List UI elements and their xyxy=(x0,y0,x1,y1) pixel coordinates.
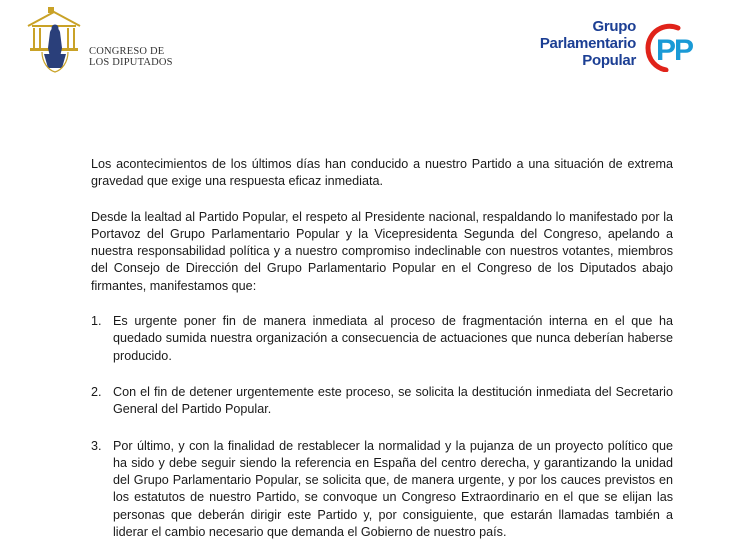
list-item-text: Por último, y con la finalidad de restablecer la normalidad y la pujanza de un proyecto político que ha sido y debe seguir siendo la referencia en España del centro derecha, y garantizando la unidad del Grupo Parlamentario Popular, se solicita que, de manera urgente, y por los cauces previstos en los estatutos de nuestro Partido, se convoque un Congreso Extraordinario en el que se elijan las personas que deberán dirigir este Partido y, por consiguiente, que estarán llamadas también a liderar el cambio necesario que demanda el Gobierno de nuestro país. xyxy=(113,438,673,540)
list-item-number: 3. xyxy=(91,438,102,453)
paragraph-intro: Los acontecimientos de los últimos días han conducido a nuestro Partido a una situación de extrema gravedad que exige una respuesta eficaz inmediata. xyxy=(91,157,673,189)
gpp-logo-text xyxy=(506,18,636,69)
letter-body xyxy=(91,156,673,541)
gpp-line3: Popular xyxy=(582,52,636,69)
paragraph-declaration: Desde la lealtad al Partido Popular, el respeto al Presidente nacional, respaldando lo manifestado por la Portavoz del Grupo Parlamentario Popular y la Vicepresidenta Segunda del Congreso, apelando a nuestra responsabilidad política y a nuestro compromiso indeclinable con nuestros votantes, miembros del Consejo de Dirección del Grupo Parlamentario Popular en el Congreso de los Diputados abajo firmantes, manifestamos que: xyxy=(91,209,673,293)
list-item-text: Con el fin de detener urgentemente este proceso, se solicita la destitución inmediata del Secretario General del Partido Popular. xyxy=(113,384,673,417)
list-item-text: Es urgente poner fin de manera inmediata al proceso de fragmentación interna en el que ha quedado sumida nuestra organización a consecuencia de actuaciones que nunca deberían haberse producido. xyxy=(113,314,673,363)
gpp-logo xyxy=(539,18,720,74)
congreso-logo xyxy=(22,4,192,76)
congreso-logo-line1: CONGRESO DE xyxy=(89,46,165,57)
list-item-1 xyxy=(91,313,673,365)
gpp-line2: Parlamentario xyxy=(539,35,636,52)
pp-logo-letters: PP xyxy=(656,34,693,67)
list-item-number: 2. xyxy=(91,384,102,399)
congreso-logo-line2: LOS DIPUTADOS xyxy=(89,57,173,68)
pp-logo-icon xyxy=(642,20,712,72)
gpp-line1: Grupo xyxy=(592,18,636,35)
congreso-logo-text xyxy=(89,46,173,68)
congreso-emblem-icon xyxy=(22,4,88,76)
list-item-3 xyxy=(91,438,673,542)
list-item-number: 1. xyxy=(91,314,102,329)
list-item-2 xyxy=(91,384,673,419)
